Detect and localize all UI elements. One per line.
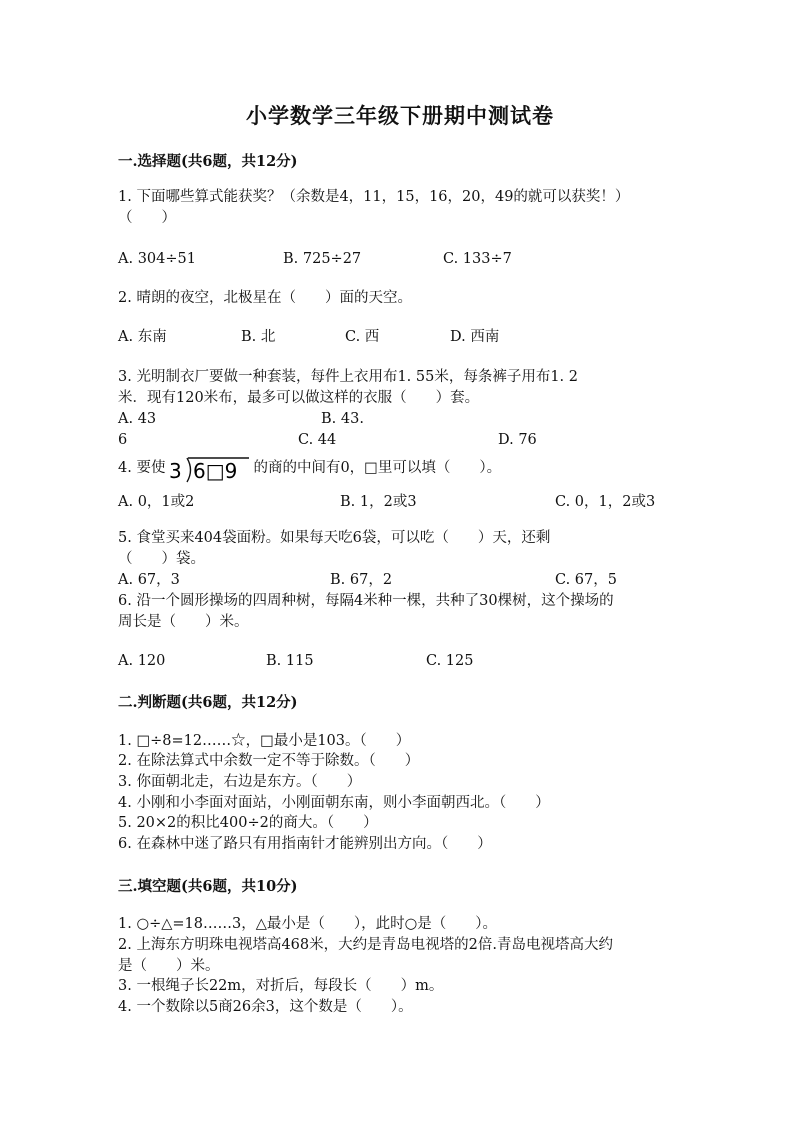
question-3-option-d: D. 76 [498,432,537,448]
fill-blank-item: 2. 上海东方明珠电视塔高468米，大约是青岛电视塔的2倍.青岛电视塔高大约 [118,937,613,953]
question-3-option-a: A. 43 [118,411,157,427]
judgement-item: 4. 小刚和小李面对面站，小刚面朝东南，则小李面朝西北。（ ） [118,795,550,811]
question-6-text-2: 周长是（ ）米。 [118,614,249,630]
division-divisor: 3 [169,459,183,483]
question-4-prefix: 4. 要使 [118,460,166,476]
question-4-text [118,452,501,484]
question-2-option-d: D. 西南 [450,329,500,345]
question-2-text: 2. 晴朗的夜空，北极星在（ ）面的天空。 [118,290,412,306]
long-division-figure [167,452,251,484]
question-2-option-c: C. 西 [345,329,380,345]
question-4-option-b: B. 1，2或3 [340,494,417,510]
question-6-option-b: B. 115 [266,653,314,669]
question-5-option-b: B. 67，2 [330,572,393,588]
question-3-text: 3. 光明制衣厂要做一种套装，每件上衣用布1. 55米，每条裤子用布1. 2 [118,369,579,385]
question-1-option-b: B. 725÷27 [283,251,362,267]
question-2-option-b: B. 北 [241,329,276,345]
question-1-option-c: C. 133÷7 [443,251,512,267]
question-6-text: 6. 沿一个圆形操场的四周种树，每隔4米种一棵，共种了30棵树，这个操场的 [118,593,614,609]
section-heading-fill-blank: 三.填空题(共6题，共10分) [118,878,298,895]
question-4-suffix: 的商的中间有0，□里可以填（ ）。 [253,460,502,476]
question-5-text-2: （ ）袋。 [118,551,205,567]
section-heading-judgement: 二.判断题(共6题，共12分) [118,694,298,711]
division-dividend: 6□9 [193,459,238,483]
judgement-item: 1. □÷8=12……☆，□最小是103。（ ） [118,733,411,749]
question-5-option-c: C. 67，5 [555,572,617,588]
judgement-item: 5. 20×2的积比400÷2的商大。（ ） [118,815,378,831]
question-2-option-a: A. 东南 [118,329,167,345]
question-1-option-a: A. 304÷51 [118,251,196,267]
question-1-blank: （ ） [118,210,176,226]
question-5-option-a: A. 67，3 [118,572,180,588]
judgement-item: 3. 你面朝北走，右边是东方。（ ） [118,774,362,790]
division-bracket [187,458,191,482]
fill-blank-item: 4. 一个数除以5商26余3，这个数是（ ）。 [118,999,413,1015]
judgement-item: 6. 在森林中迷了路只有用指南针才能辨别出方向。（ ） [118,836,492,852]
question-5-text: 5. 食堂买来404袋面粉。如果每天吃6袋，可以吃（ ）天，还剩 [118,530,551,546]
question-6-option-a: A. 120 [118,653,166,669]
question-6-option-c: C. 125 [426,653,474,669]
fill-blank-item-cont: 是（ ）米。 [118,958,220,974]
fill-blank-item: 3. 一根绳子长22m，对折后，每段长（ ）m。 [118,978,444,994]
question-3-option-b-cont: 6 [118,432,128,448]
page-title: 小学数学三年级下册期中测试卷 [246,103,554,128]
judgement-item: 2. 在除法算式中余数一定不等于除数。（ ） [118,753,420,769]
question-4-option-c: C. 0，1，2或3 [555,494,656,510]
section-heading-choice: 一.选择题(共6题，共12分) [118,153,298,170]
question-3-option-c: C. 44 [298,432,337,448]
question-3-option-b: B. 43. [321,411,364,427]
question-3-text-2: 米．现有120米布，最多可以做这样的衣服（ ）套。 [118,390,480,406]
fill-blank-item: 1. ○÷△=18……3，△最小是（ ），此时○是（ ）。 [118,916,498,932]
question-4-option-a: A. 0，1或2 [118,494,195,510]
question-1-text: 1. 下面哪些算式能获奖？（余数是4，11，15，16，20，49的就可以获奖！） [118,189,630,205]
